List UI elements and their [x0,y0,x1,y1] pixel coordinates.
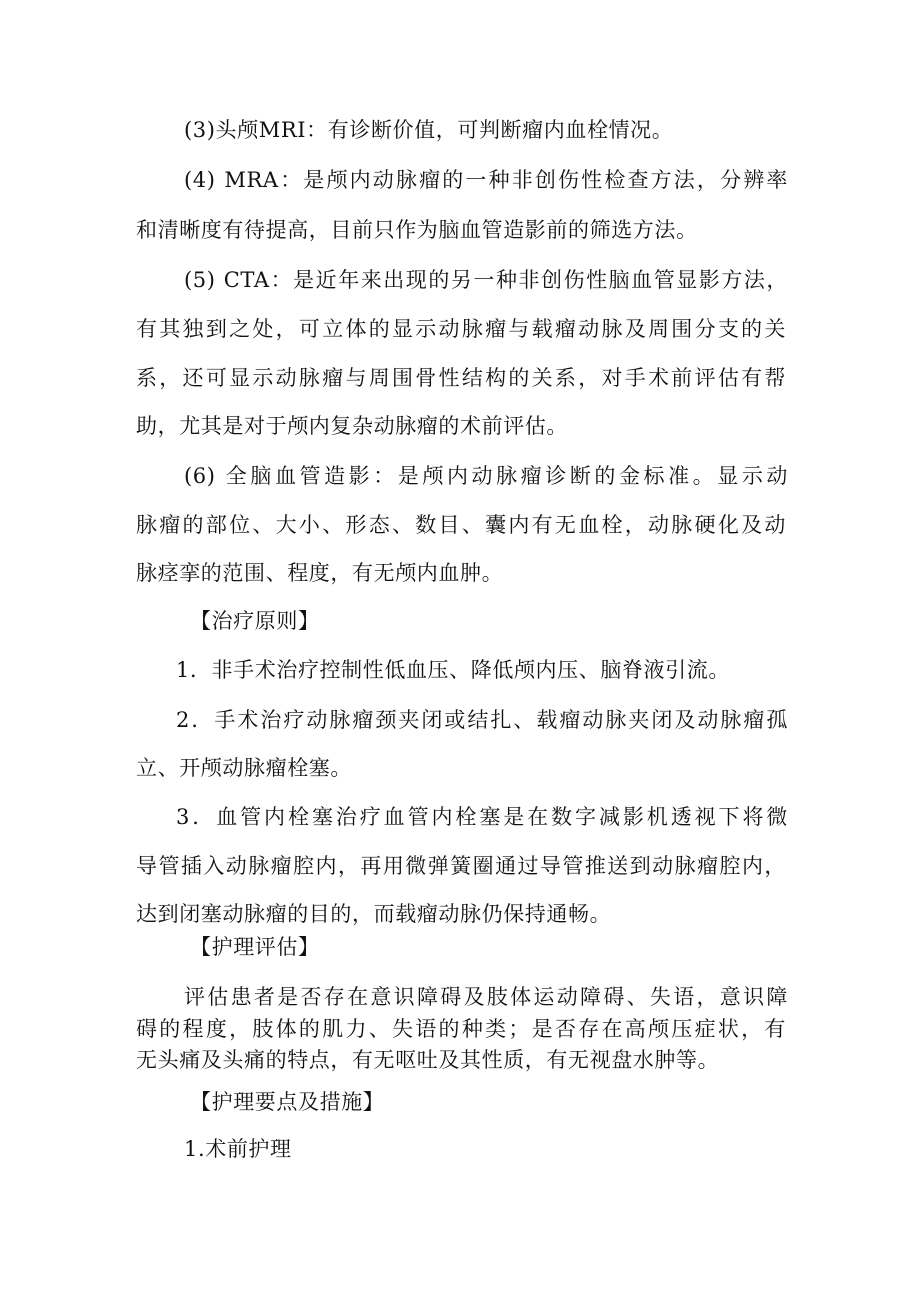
paragraph-dsa-line-2: 脉瘤的部位、大小、形态、数目、囊内有无血栓，动脉硬化及动 [136,513,786,537]
treatment-item-3-line-2: 导管插入动脉瘤腔内，再用微弹簧圈通过导管推送到动脉瘤腔内， [136,854,786,878]
paragraph-mra-line-1: (4) MRA：是颅内动脉瘤的一种非创伤性检查方法，分辨率 [184,168,788,192]
paragraph-cta-line-4: 助，尤其是对于颅内复杂动脉瘤的术前评估。 [136,414,568,438]
assessment-line-3: 无头痛及头痛的特点，有无呕吐及其性质，有无视盘水肿等。 [136,1048,720,1072]
treatment-item-2-line-1: 2．手术治疗动脉瘤颈夹闭或结扎、载瘤动脉夹闭及动脉瘤孤 [176,708,788,732]
section-heading-assessment: 【护理评估】 [190,935,320,959]
assessment-line-1: 评估患者是否存在意识障碍及肢体运动障碍、失语，意识障 [184,985,788,1009]
treatment-item-1: 1．非手术治疗控制性低血压、降低颅内压、脑脊液引流。 [176,658,730,682]
paragraph-cta-line-3: 系，还可显示动脉瘤与周围骨性结构的关系，对手术前评估有帮 [136,366,786,390]
assessment-line-2: 碍的程度，肢体的肌力、失语的种类；是否存在高颅压症状，有 [136,1017,786,1041]
section-heading-nursing: 【护理要点及措施】 [190,1090,385,1114]
paragraph-dsa-line-1: (6) 全脑血管造影：是颅内动脉瘤诊断的金标准。显示动 [184,464,788,488]
nursing-subheading-preoperative: 1.术前护理 [184,1137,292,1161]
paragraph-mri-line-1: (3)头颅MRI：有诊断价值，可判断瘤内血栓情况。 [184,118,674,142]
paragraph-cta-line-2: 有其独到之处，可立体的显示动脉瘤与载瘤动脉及周围分支的关 [136,317,786,341]
treatment-item-3-line-1: 3．血管内栓塞治疗血管内栓塞是在数字减影机透视下将微 [176,805,788,829]
paragraph-dsa-line-3: 脉痉挛的范围、程度，有无颅内血肿。 [136,561,504,585]
treatment-item-2-line-2: 立、开颅动脉瘤栓塞。 [136,756,352,780]
section-heading-treatment: 【治疗原则】 [190,609,320,633]
treatment-item-3-line-3: 达到闭塞动脉瘤的目的，而载瘤动脉仍保持通畅。 [136,902,612,926]
paragraph-cta-line-1: (5) CTA：是近年来出现的另一种非创伤性脑血管显影方法， [184,268,788,292]
paragraph-mra-line-2: 和清晰度有待提高，目前只作为脑血管造影前的筛选方法。 [136,218,698,242]
